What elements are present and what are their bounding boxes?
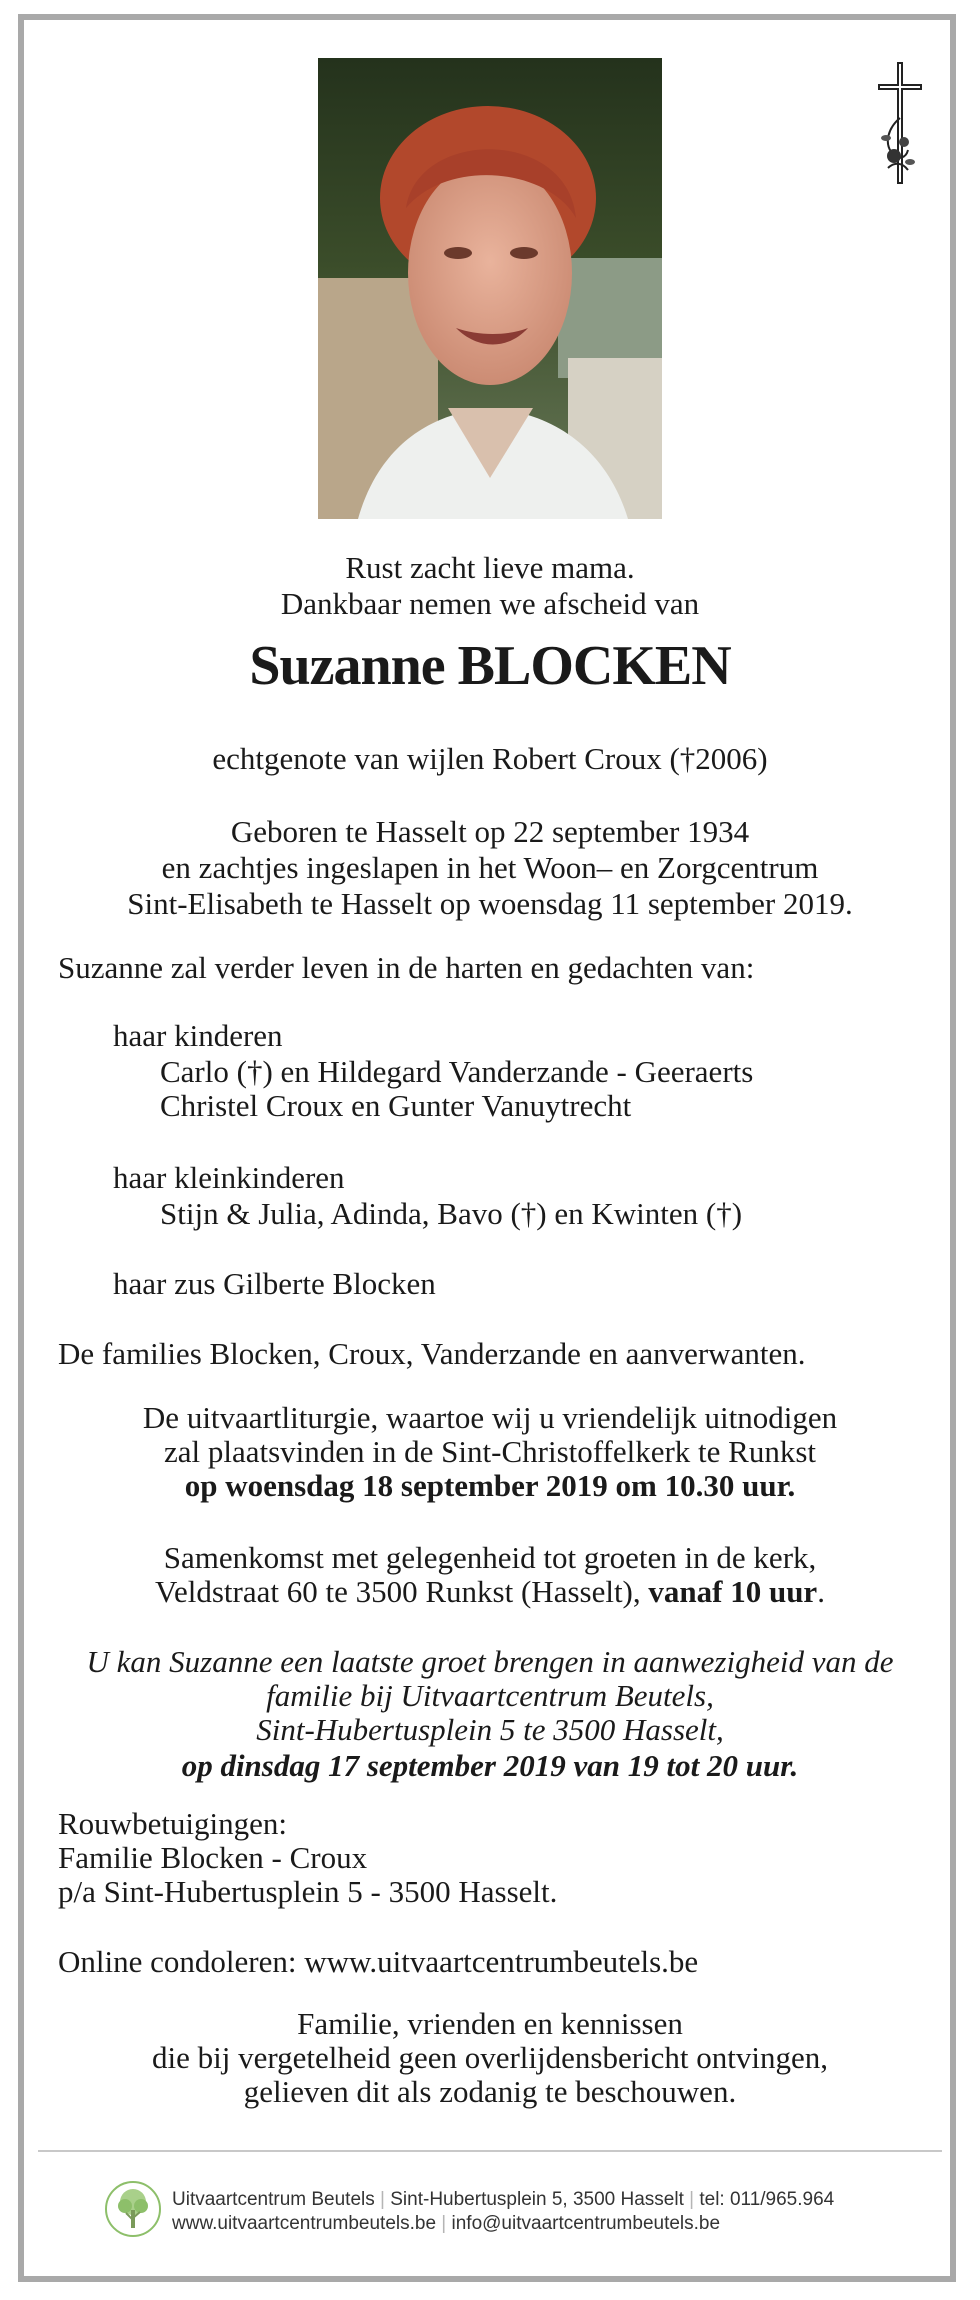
footer-separator: | <box>689 2189 695 2210</box>
meeting-line-1: Samenkomst met gelegenheid tot groeten in de kerk, <box>163 1540 817 1575</box>
children-heading: haar kinderen <box>113 1018 283 1053</box>
notice-line-2: die bij vergetelheid geen overlijdensbericht ontvingen, <box>151 2040 829 2075</box>
condolences-heading: Rouwbetuigingen: <box>58 1806 288 1841</box>
grandchildren-line-1: Stijn & Julia, Adinda, Bavo (†) en Kwinten (†) <box>160 1196 743 1231</box>
condolences-line-1: Familie Blocken - Croux <box>58 1840 368 1875</box>
footer-phone: tel: 011/965.964 <box>699 2189 835 2210</box>
children-line-2: Christel Croux en Gunter Vanuytrecht <box>160 1088 632 1123</box>
footer-website-link[interactable]: www.uitvaartcentrumbeutels.be <box>172 2213 437 2234</box>
intro-line-1: Rust zacht lieve mama. <box>345 550 635 585</box>
portrait-photo <box>318 58 662 519</box>
tree-logo-icon <box>104 2180 162 2238</box>
sister-line: haar zus Gilberte Blocken <box>113 1266 436 1301</box>
spouse-line: echtgenote van wijlen Robert Croux (†2006) <box>212 741 768 776</box>
families-line: De families Blocken, Croux, Vanderzande en aanverwanten. <box>58 1336 806 1371</box>
funeral-line-2: zal plaatsvinden in de Sint-Christoffelkerk te Runkst <box>163 1434 817 1469</box>
birth-line-2: en zachtjes ingeslapen in het Woon– en Zorgcentrum <box>161 850 819 885</box>
footer-separator: | <box>380 2189 385 2210</box>
visit-line-1: U kan Suzanne een laatste groet brengen in aanwezigheid van de <box>86 1644 894 1679</box>
funeral-date: op woensdag 18 september 2019 om 10.30 uur. <box>184 1468 796 1503</box>
footer-divider <box>38 2150 942 2152</box>
intro-line-2: Dankbaar nemen we afscheid van <box>280 586 700 621</box>
footer-address: Sint-Hubertusplein 5, 3500 Hasselt <box>390 2189 684 2210</box>
notice-line-3: gelieven dit als zodanig te beschouwen. <box>243 2074 737 2109</box>
visit-date: op dinsdag 17 september 2019 van 19 tot 20 uur. <box>181 1748 799 1783</box>
visit-line-3: Sint-Hubertusplein 5 te 3500 Hasselt, <box>256 1712 724 1747</box>
family-intro: Suzanne zal verder leven in de harten en gedachten van: <box>58 950 755 985</box>
meeting-line-2 <box>0 1574 980 1610</box>
footer-line-1 <box>172 2188 834 2212</box>
grandchildren-heading: haar kleinkinderen <box>113 1160 345 1195</box>
meeting-address: Veldstraat 60 te 3500 Runkst (Hasselt), <box>155 1574 649 1609</box>
footer-company: Uitvaartcentrum Beutels <box>172 2189 375 2210</box>
meeting-time: vanaf 10 uur <box>648 1574 818 1609</box>
footer-separator: | <box>441 2213 447 2234</box>
condolences-line-2: p/a Sint-Hubertusplein 5 - 3500 Hasselt. <box>58 1874 558 1909</box>
footer-line-2 <box>172 2212 720 2236</box>
online-condolences: Online condoleren: www.uitvaartcentrumbeutels.be <box>58 1944 699 1979</box>
deceased-name: Suzanne BLOCKEN <box>249 635 731 697</box>
notice-line-1: Familie, vrienden en kennissen <box>297 2006 683 2041</box>
birth-line-1: Geboren te Hasselt op 22 september 1934 <box>230 814 750 849</box>
birth-line-3: Sint-Elisabeth te Hasselt op woensdag 11 september 2019. <box>127 886 853 921</box>
meeting-period: . <box>817 1574 825 1609</box>
visit-line-2: familie bij Uitvaartcentrum Beutels, <box>266 1678 714 1713</box>
children-line-1: Carlo (†) en Hildegard Vanderzande - Geeraerts <box>160 1054 754 1089</box>
funeral-line-1: De uitvaartliturgie, waartoe wij u vriendelijk uitnodigen <box>142 1400 838 1435</box>
cross-with-rose-icon <box>870 58 930 188</box>
footer-email-link[interactable]: info@uitvaartcentrumbeutels.be <box>451 2213 721 2234</box>
